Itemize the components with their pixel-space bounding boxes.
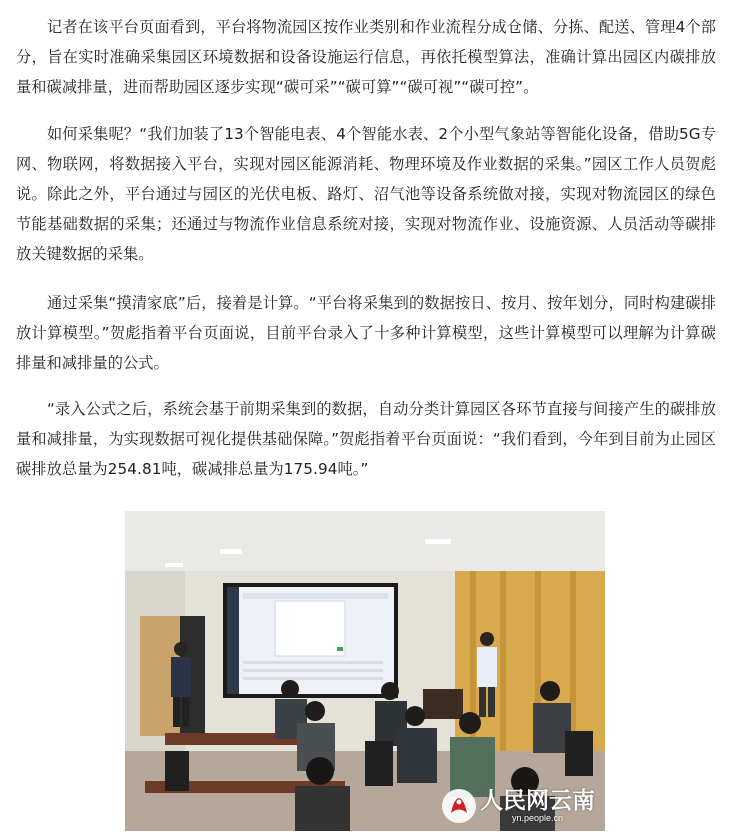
paragraph: 通过采集“摸清家底”后，接着是计算。“平台将采集到的数据按日、按月、按年划分，同时构建碳排放计算模型。”贺彪指着平台页面说，目前平台录入了十多种计算模型，这些计算模型可以理解为计算碳排量和减排量的公式。 (16, 294, 716, 372)
news-photo (125, 511, 605, 831)
paragraph: 记者在该平台页面看到，平台将物流园区按作业类别和作业流程分成仓储、分拣、配送、管理4个部分，旨在实时准确采集园区环境数据和设备设施运行信息，再依托模型算法，准确计算出园区内碳排放量和碳减排量，进而帮助园区逐步实现“碳可采”“碳可算”“碳可视”“碳可控”。 (16, 18, 716, 96)
paragraph: 如何采集呢？“我们加装了13个智能电表、4个智能水表、2个小型气象站等智能化设备，借助5G专网、物联网，将数据接入平台，实现对园区能源消耗、物理环境及作业数据的采集。”园区工作人员贺彪说。除此之外，平台通过与园区的光伏电板、路灯、沼气池等设备系统做对接，实现对物流园区的绿色节能基础数据的采集；还通过与物流作业信息系统对接，实现对物流作业、设施资源、人员活动等碳排放关键数据的采集。 (16, 125, 716, 263)
people-cn-logo-icon (442, 789, 476, 823)
watermark (442, 789, 595, 823)
watermark-text: 人民网云南 (480, 787, 595, 814)
watermark-url: yn.people.cn (511, 813, 564, 823)
meeting-room-illustration (125, 511, 605, 831)
paragraph: “录入公式之后，系统会基于前期采集到的数据，自动分类计算园区各环节直接与间接产生的碳排放量和减排量，为实现数据可视化提供基础保障。”贺彪指着平台页面说：“我们看到，今年到目前为止园区碳排放总量为254.81吨，碳减排总量为175.94吨。” (16, 400, 716, 478)
